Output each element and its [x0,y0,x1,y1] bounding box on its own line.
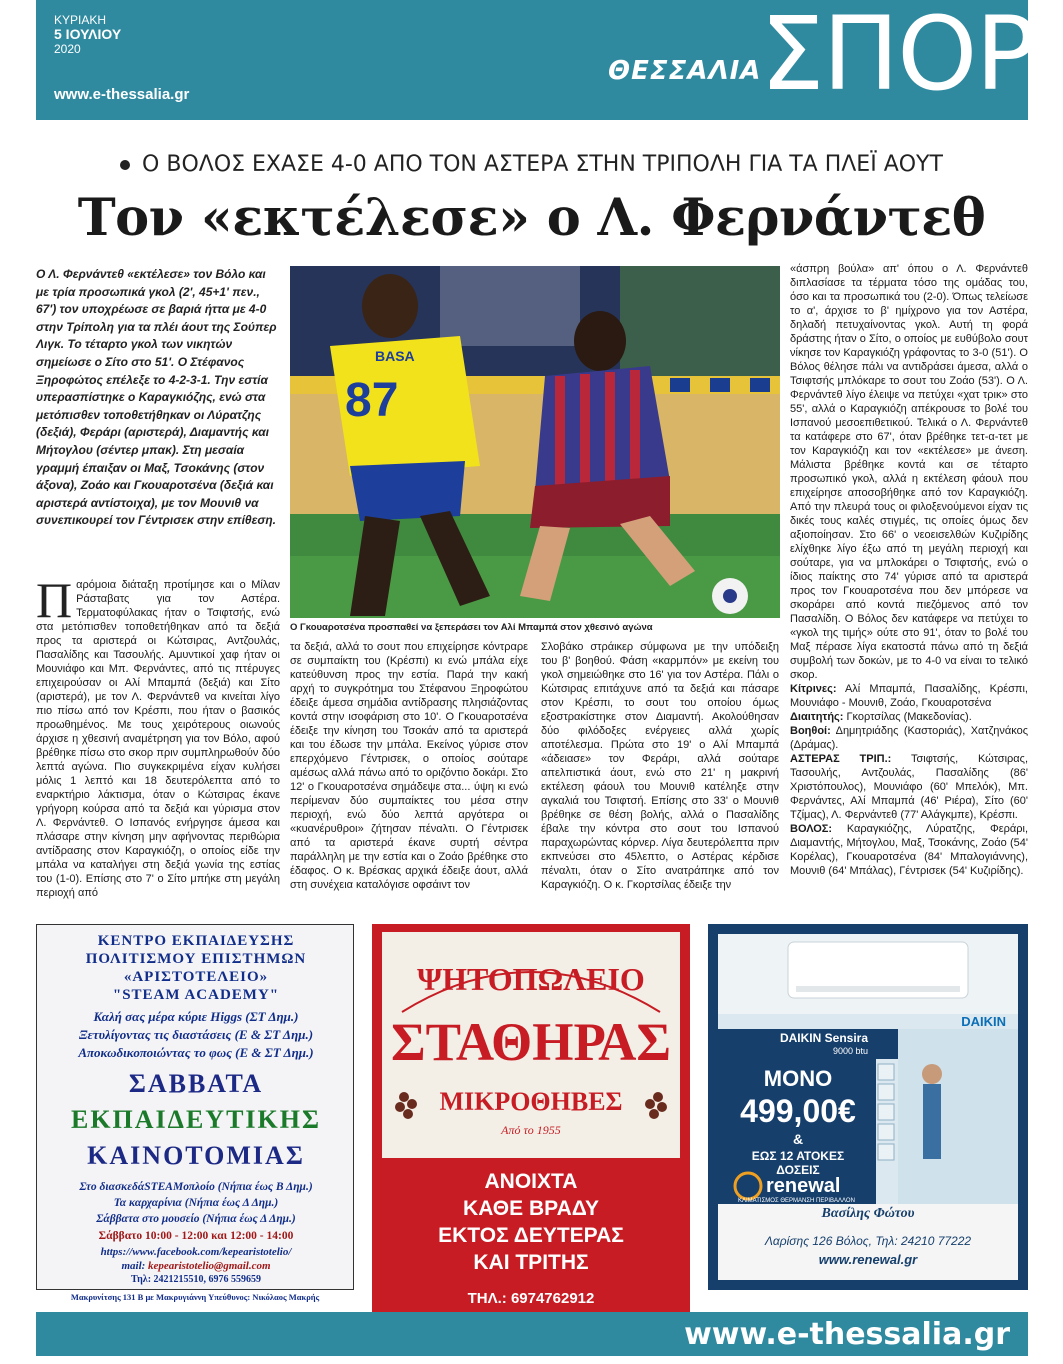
article-column-1 [36,572,280,900]
daikin-logo: DAIKIN [961,1014,1006,1029]
match-photo-illustration [290,266,780,618]
lineup-label: Βοηθοί: [790,725,831,737]
ad-grill-since: Από το 1955 [501,1123,561,1137]
kicker-text: Ο ΒΟΛΟΣ ΕΧΑΣΕ 4-0 ΑΠΟ ΤΟΝ ΑΣΤΕΡΑ ΣΤΗΝ ΤΡΙΠΟΛΗ ΓΙΑ ΤΑ ΠΛΕΪ ΑΟΥΤ [142,152,943,177]
ad-grill-banner [382,932,680,1158]
ad-edu-big: ΣΑΒΒΑΤΑ [128,1069,264,1098]
ad-edu-facebook[interactable]: https://www.facebook.com/kepearistotelio/ [100,1246,292,1258]
ad-grill-phone: ΤΗΛ.: 6974762912 [467,1290,595,1307]
ad-renewal-and: & [792,1131,804,1147]
header-year: 2020 [54,42,81,56]
ad-renewal-visual [718,934,1018,1204]
ad-renewal-web[interactable]: www.renewal.gr [818,1252,918,1267]
header-day: ΚΥΡΙΑΚΗ [54,13,107,27]
ad-edu-mail [37,1260,355,1272]
ad-grill[interactable] [372,924,690,1290]
ad-grill-hours: ΑΝΟΙΧΤΑ [484,1170,578,1193]
page-footer [36,1312,1028,1356]
bullet-icon [120,160,130,170]
ad-edu-address: Μακρυνίτσης 131 Β με Μακρυγιάννη Υπεύθυνος: Νικόλαος Μακρής [70,1292,320,1302]
column-4-text: «άσπρη βούλα» απ' όπου ο Λ. Φερνάντεθ διπλασίασε τα τέρματα τόσο της ομάδας του, όσο και τα προσωπικά του (2-0). Όπως τελείωσε το α', άρχισε το β' ημίχρονο για τον Αστέρα, δηλαδή πετυχαίνοντας γκολ. Αυτή τη φορά δράστης ήταν ο Σίτο, ο οποίος με ευθύβολο σουτ νίκησε τον Καραγκιόζη γράφοντας το 3-0 (51'). Ο Βόλος θέλησε πάλι να αντιδράσει άμεσα, αλλά ο Τσιφτσής μπλόκαρε το σουτ του Ζοάο (53'). Ο Λ. Φερνάντεθ λίγο έλειψε να πετύχει «χατ τρικ» στο 55', αλλά ο Καραγκιόζη απέκρουσε το βολέ του Ισπανού μεσοεπιθετικού. Τελικά ο Λ. Φερνάντεθ τα κατάφερε στο 67', όταν βρέθηκε τετ-α-τετ με τον Καραγκιόζη και τον «εκτέλεσε» με άνεση. Μάλιστα βρέθηκε κοντά και σε τέταρτο προσωπικό γκολ, αλλά η εκτέλεση φάουλ που επιχείρησε αποσοβήθηκε από τον Καραγκιόζη. Από την πλευρά τους οι φιλοξενούμενοι είχαν τις δικές τους καλές στιγμές, τις οποίες όμως δεν αξιοποίησαν. Στο 66' ο νεοεισελθών Κυζιρίδης ελίχθηκε λίγο έξω από τη μεγάλη περιοχή και σούταρε, για να μπλοκάρει ο Τσιφτσής, ενώ ο ίδιος παίκτης στο 74' γύρισε από τα αριστερά προς τον Γκουαροτσένα που δεν μπόρεσε να σκοράρει από κοντά πιεζόμενος από τον Πασαλίδη. Ο Βόλος δεν κατάφερε να πετύχει το «γκολ της τιμής» ούτε στο 91', όταν το βολέ του Μαξ πέρασε λίγα εκατοστά πάνω από τη δεξιά συμβολή των δοκών, με το 4-0 να είναι το τελικό σκορ. [790,263,1028,681]
ad-edu-activity: Σάββατα στο μουσείο (Νήπια έως Δ Δημ.) [96,1213,296,1225]
ad-edu-mail-label: mail: [121,1260,146,1272]
ad-grill-graphic [382,932,680,1158]
ad-renewal-btu: 9000 btu [832,1046,868,1056]
lineup-text: Δημητριάδης (Καστοριάς), Χατζηνάκος (Δράμας). [790,725,1028,751]
ad-renewal-tagline: ΚΛΙΜΑΤΙΣΜΟΣ ΘΕΡΜΑΝΣΗ ΠΕΡΙΒΑΛΛΟΝ [738,1198,855,1204]
ad-renewal-address: Λαρίσης 126 Βόλος, [764,1234,872,1248]
lineup-cards [790,682,1028,710]
header-website: www.e-thessalia.gr [54,86,190,103]
ad-grill-hours: ΕΚΤΟΣ ΔΕΥΤΕΡΑΣ [438,1224,624,1247]
dropcap: Π [36,572,73,628]
lineup-asteras [790,752,1028,822]
ad-grill-hours: ΚΑΘΕ ΒΡΑΔΥ [463,1197,599,1220]
ad-edu-big: ΚΑΙΝΟΤΟΜΙΑΣ [87,1141,305,1170]
ad-edu-activity: Στο διασκεδάSTEAMοπλοίο (Νήπια έως Β Δημ.) [79,1181,313,1193]
ad-edu-phone: Τηλ: 2421215510, 6976 559659 [130,1274,262,1285]
lineup-volos [790,822,1028,878]
lineup-text: Τσιφτσής, Κώτσιρας, Τασουλής, Αντζουλάς, Πασαλίδης (86' Χριστόπουλος), Μουνιάφο (60' Μπελόκ), Μπ. Φερνάντες, Αλί Μπαμπά (46' Ριέρα), Σίτο (60' Τζίμας), Λ. Φερνάντεθ (77' Αλάγκμπε), Κρέσπι. [790,753,1028,821]
ad-grill-top: ΨΗΤΟΠΩΛΕΙΟ [417,961,645,997]
ad-edu-line: ΠΟΛΙΤΙΣΜΟΥ ΕΠΙΣΤΗΜΩΝ [85,951,307,967]
lineup-label: Κίτρινες: [790,683,837,695]
ad-renewal-only: ΜΟΝΟ [763,1066,833,1091]
lineup-text: Γκορτσίλας (Μακεδονίας). [843,711,972,723]
jersey-number: 87 [345,374,399,427]
ad-edu-line: ΚΕΝΤΡΟ ΕΚΠΑΙΔΕΥΣΗΣ [97,933,295,949]
column-1-text: αρόμοια διάταξη προτίμησε και ο Μίλαν Ράσταβατς για τον Αστέρα. Τερματοφύλακας ήταν ο Τσιφτσής, ενώ στα μετόπισθεν τοποθετήθηκαν από τα δεξιά προς τα αριστερά οι Κώτσιρας, Αντζουλάς, Πασαλίδης και Τασουλής. Αμυντικοί χαφ ήταν οι Μουνιάφο και Μπ. Φερνάντες, από τις πτέρυγες επιχειρούσαν οι Αλί Μπαμπά (δεξιά) και Σίτο (αριστερά), με τον Λ. Φερνάντεθ να κινείται λίγο πιο πίσω από τον Κρέσπι, που ήταν ο βασικός προωθημένος. Με τους χειρότερους οιωνούς άρχισε η χθεσινή αναμέτρηση για τον Βόλο, αφού βρέθηκε πίσω στο σκορ πριν συμπληρωθούν δύο λεπτά αγώνα. Πιο συγκεκριμένα είχαν κυλήσει μόλις 1 λεπτό και 18 δευτερόλεπτα από το εναρκτήριο λάκτισμα, όταν ο Κώτσιρας έκανε γρήγορη κούρσα από τα δεξιά και γύρισμα στον Λ. Φερνάντεθ. Ο Ισπανός ενήργησε άμεσα και πλάσαρε στην κίνηση μην αφήνοντας περιθώρια αντίδρασης στον Καραγκιόζη, ο οποίος είδε την μπάλα να καταλήγει στη δεξιά γωνία της εστίας του (1-0). Επίσης στο 7' ο Σίτο μπήκε στη μεγάλη περιοχή από [36,579,280,899]
ad-education[interactable] [36,924,354,1290]
ad-edu-topic: Ξετυλίγοντας τις διαστάσεις (Ε & ΣΤ Δημ.) [78,1027,314,1042]
lineup-assistants [790,724,1028,752]
jersey-sponsor: BASA [375,348,415,364]
ad-renewal[interactable] [708,924,1028,1290]
ad-edu-line: «ΑΡΙΣΤΟΤΕΛΕΙΟ» [123,969,269,985]
article-kicker [0,152,1063,177]
header-date: 5 ΙΟΥΛΙΟΥ [54,26,122,42]
article-column-3: Σλοβάκο στράικερ σύμφωνα με την υπόδειξη του β' βοηθού. Φάση «καρμπόν» με εκείνη του γκολ σημειώθηκε στο 16' για τον Αστέρα. Πάλι ο Κώτσιρας επιτάχυνε από τα δεξιά και πάσαρε στον Κρέσπι, το σουτ του οποίου όμως εξοστρακίστηκε στον Διαμαντή. Ακολούθησαν δύο φιλόδοξες ενέργειες αλλά χωρίς αποτέλεσμα. Πρώτα στο 19' ο Αλί Μπαμπά «άδειασε» τον Φεράρι, αλλά σούταρε απελπιστικά άουτ, ενώ στο 21' η μακρινή εκτέλεση φάουλ του Μουνιθ κατέληξε στην αγκαλιά του Τσιφτσή. Επίσης στο 33' ο Μουνιθ βρέθηκε σε θέση βολής, αλλά ο Πασαλίδης έβαλε την κόντρα στο σουτ του Ισπανού παραχωρώντας κόρνερ. Λίγα δευτερόλεπτα πριν εκπνεύσει στο 45λεπτο, ο Αστέρας κέρδισε πέναλτι, όταν ο Σίτο ανατράπηκε από τον Καραγκιόζη. Ο κ. Γκορτσίλας έδειξε την [541,641,779,891]
article-column-2: τα δεξιά, αλλά το σουτ που επιχείρησε κόντραρε σε συμπαίκτη του (Κρέσπι) κι ενώ μπάλα είχε κατεύθυνση προς την εστία. Παρά την κακή αρχή το συγκρότημα του Στέφανου Ξηροφώτου έδειξε άμεσα σημάδια αντίδρασης πλησιάζοντας κοντά στην ισοφάριση στο 10'. Ο Γκουαροτσένα έδειξε την κίνηση του Τσοκάν από τα αριστερά και του έδωσε την μπάλα. Εκείνος γύρισε στον επερχόμενο Γέντρισεκ, ο οποίος σούταρε αμέσως αλλά πάνω από το οριζόντιο δοκάρι. Στο 12' ο Γκουαροτσένα σημάδεψε στα... ύψη κι ενώ περίμεναν δύο συμπαίκτες του μέσα στην περιοχή, ενώ δύο λεπτά αργότερα οι «κυανέρυθροι» ζήτησαν πέναλτι. Ο Γέντρισεκ από τα αριστερά έκανε συρτή σέντρα παράλληλη με την εστία και ο Ζοάο βρέθηκε στο έδαφος. Ο κ. Βρέσκας αρχικά έδειξε άουτ, αλλά στη συνέχεια καταλόγισε οφσάιντ τον [290,641,528,891]
photo-caption: Ο Γκουαροτσένα προσπαθεί να ξεπεράσει τον Αλί Μπαμπά στον χθεσινό αγώνα [290,622,653,633]
ad-renewal-model: DAIKIN Sensira [779,1031,868,1045]
footer-website[interactable]: www.e-thessalia.gr [684,1317,1010,1352]
lineup-text: Αλί Μπαμπά, Πασαλίδης, Κρέσπι, Μουνιάφο - Μουνιθ, Ζοάο, Γκουαροτσένα [790,683,1028,709]
ad-grill-place: ΜΙΚΡΟΘΗΒΕΣ [439,1087,623,1116]
ad-renewal-terms: ΕΩΣ 12 ΑΤΟΚΕΣ [751,1149,845,1163]
lineup-label: Διαιτητής: [790,711,844,723]
ad-edu-line: "STEAM ACADEMY" [112,987,280,1003]
ad-renewal-phone: Τηλ: 24210 77222 [875,1234,972,1248]
lineup-label: ΑΣΤΕΡΑΣ ΤΡΙΠ.: [790,753,892,765]
ad-grill-phone-band [372,1290,690,1312]
article-column-4 [790,262,1028,878]
ad-renewal-terms: ΔΟΣΕΙΣ [776,1163,820,1177]
ad-edu-topic: Καλή σας μέρα κύριε Higgs (ΣΤ Δημ.) [93,1009,299,1024]
lineup-referee [790,710,1028,724]
ad-edu-activity: Τα καρχαρίνια (Νήπια έως Δ Δημ.) [113,1197,279,1209]
page-header [36,0,1035,120]
match-photo [290,266,780,618]
ad-edu-big: ΕΚΠΑΙΔΕΥΤΙΚΗΣ [70,1105,321,1134]
ad-grill-name: ΣΤΑΘΗΡΑΣ [391,1012,671,1072]
ad-renewal-contact [718,1234,1018,1248]
lineup-text: Καραγκιόζης, Λύρατζης, Φεράρι, Διαμαντής, Μήτογλου, Μαξ, Τσοκάνης, Ζοάο (54' Κορέλας), Γκουαροτσένα (84' Μπαλογιάννης), Μουνιθ (64' Μπάλας), Γέντρισεκ (54' Κυζιρίδης). [790,823,1028,877]
ad-renewal-owner: Βασίλης Φώτου [821,1206,915,1221]
section-title: ΣΠΟΡ [760,0,1035,114]
ad-renewal-footer [718,1204,1018,1280]
header-brand: ΘΕΣΣΑΛΙΑ [608,56,762,86]
article-headline: Τον «εκτέλεσε» ο Λ. Φερνάντεθ [77,188,986,248]
lineup-label: ΒΟΛΟΣ: [790,823,833,835]
ad-renewal-graphic [718,934,1018,1204]
article-lead: Ο Λ. Φερνάντεθ «εκτέλεσε» τον Βόλο και με τρία προσωπικά γκολ (2', 45+1' πεν., 67') τον υποχρέωσε σε βαριά ήττα με 4-0 στην Τρίπολη για τα πλέι άουτ της Σούπερ Λιγκ. Το τέταρτο γκολ των νικητών σημείωσε ο Σίτο στο 51'. Ο Στέφανος Ξηροφώτος επέλεξε το 4-2-3-1. Την εστία υπερασπίστηκε ο Καραγκιόζης, ενώ στα μετόπισθεν τοποθετήθηκαν οι Λύρατζης (δεξιά), Φεράρι (αριστερά), Διαμαντής και Μήτογλου (σέντερ μπακ). Στη μεσαία γραμμή έπαιξαν οι Μαξ, Τσοκάνης (στον άξονα), Ζοάο και Γκουαροτσένα (δεξιά και αριστερά αντίστοιχα), με τον Μουνιθ να συνεπικουρεί τον Γέντρισεκ στην επίθεση. [36,267,277,528]
ad-edu-topic: Αποκωδικοποιώντας το φως (Ε & ΣΤ Δημ.) [78,1045,314,1060]
ad-edu-mail-link[interactable]: kepearistotelio@gmail.com [148,1260,271,1272]
ad-edu-hours: Σάββατο 10:00 - 12:00 και 12:00 - 14:00 [98,1230,294,1242]
ad-renewal-logo: renewal [766,1175,841,1197]
ad-grill-hours: ΚΑΙ ΤΡΙΤΗΣ [473,1251,589,1274]
ad-renewal-price: 499,00€ [740,1093,856,1129]
